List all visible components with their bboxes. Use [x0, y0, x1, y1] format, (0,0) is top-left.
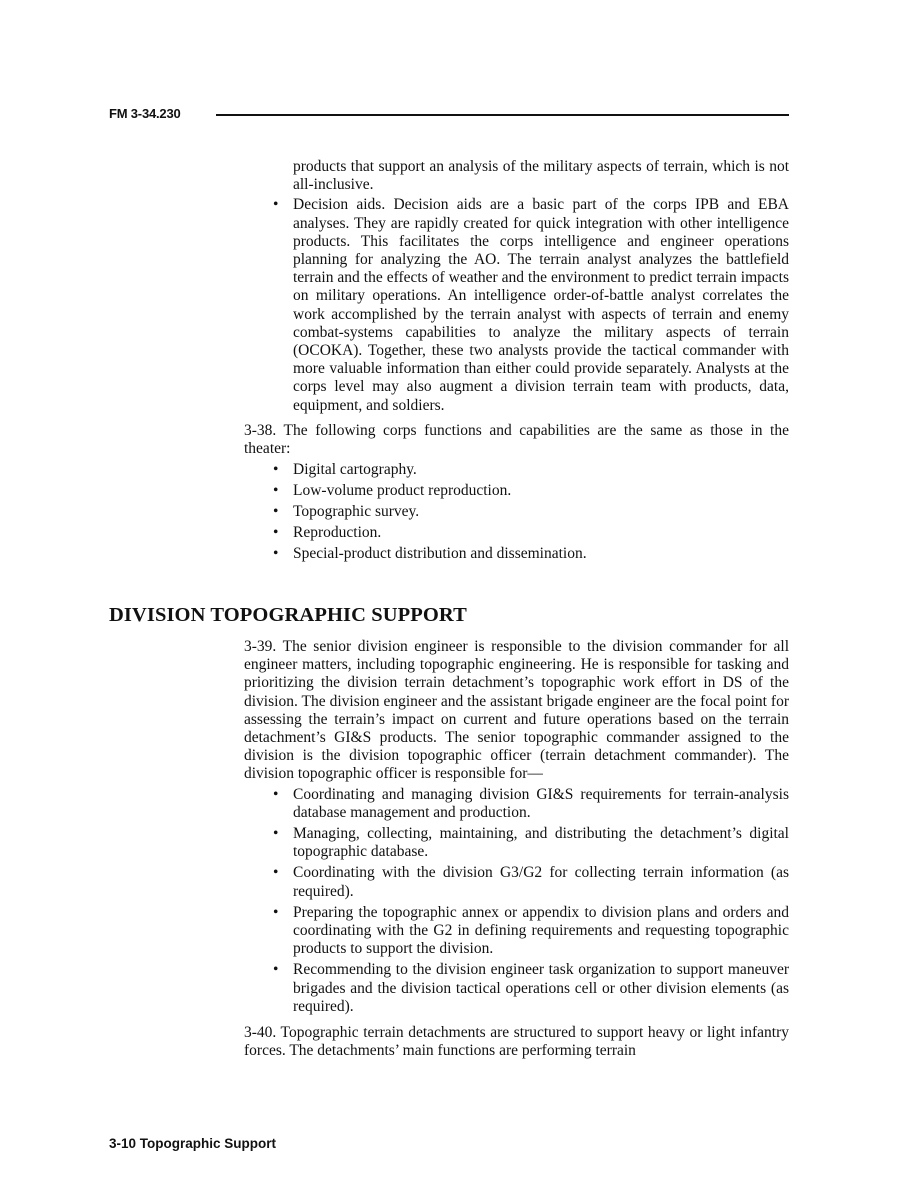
bullet-text: Decision aids. Decision aids are a basic part of the corps IPB and EBA analyses. They are rapidly created for quick integration with other intelligence products. This facilitates the corps intelligence and engineer operations planning for analyzing the AO. The terrain analyst analyzes the battlefield terrain and the effects of weather and the environment to predict terrain impacts on military operations. An intelligence order-of-battle analyst correlates the work accomplished by the terrain analyst with aspects of terrain and enemy combat-systems capabilities to analyze the military aspects of terrain (OCOKA). Together, these two analysts provide the tactical commander with more valuable information than either could provide separately. Analysts at the corps level may also augment a division terrain team with products, data, equipment, and soldiers.: [293, 196, 789, 414]
bullet-icon: •: [273, 196, 279, 214]
list-item: [244, 786, 789, 822]
upper-content: [244, 158, 789, 566]
bullet-icon: •: [273, 785, 279, 803]
list-item-text: Recommending to the division engineer task organization to support maneuver brigades and the division tactical operations cell or other division elements (as required).: [293, 961, 789, 1015]
list-item: [244, 503, 789, 521]
running-header-code: FM 3-34.230: [109, 106, 181, 121]
list-item: [244, 904, 789, 959]
paragraph-3-38: 3-38. The following corps functions and capabilities are the same as those in the theater:: [244, 421, 789, 458]
header-rule: [216, 114, 789, 116]
bullet-icon: •: [273, 903, 279, 921]
list-item-text: Special-product distribution and dissemination.: [293, 545, 587, 563]
paragraph-3-39: 3-39. The senior division engineer is responsible to the division commander for all engineer matters, including topographic engineering. He is responsible for tasking and prioritizing the division terrain detachment’s topographic work effort in DS of the division. The division engineer and the assistant brigade engineer are the focal point for assessing the terrain’s impact on current and future operations based on the terrain detachment’s GI&S products. The senior topographic commander assigned to the division is the division topographic officer (terrain detachment commander). The division topographic officer is responsible for—: [244, 638, 789, 783]
continuation-text: products that support an analysis of the military aspects of terrain, which is not all-inclusive.: [293, 158, 789, 194]
list-item-text: Topographic survey.: [293, 503, 420, 521]
list-item-text: Coordinating with the division G3/G2 for collecting terrain information (as required).: [293, 864, 789, 900]
page-footer: 3-10 Topographic Support: [109, 1136, 277, 1151]
list-item-text: Low-volume product reproduction.: [293, 482, 512, 500]
bullet-icon: •: [273, 524, 279, 542]
list-item: [244, 545, 789, 563]
section-content: [244, 638, 789, 1060]
list-item: [244, 864, 789, 900]
bullet-icon: •: [273, 503, 279, 521]
list-item-text: Preparing the topographic annex or appendix to division plans and orders and coordinating with the G2 in defining requirements and requesting topographic products to support the division.: [293, 903, 789, 958]
bullet-icon: •: [273, 461, 279, 479]
section-heading: DIVISION TOPOGRAPHIC SUPPORT: [109, 604, 467, 626]
bullet-decision-aids: [244, 196, 789, 414]
list-item-text: Managing, collecting, maintaining, and distributing the detachment’s digital topographic database.: [293, 825, 789, 861]
list-item: [244, 461, 789, 479]
bullet-icon: •: [273, 825, 279, 843]
bullet-icon: •: [273, 482, 279, 500]
list-item-text: Reproduction.: [293, 524, 382, 542]
list-3-39: [244, 786, 789, 1016]
bullet-icon: •: [273, 545, 279, 563]
bullet-icon: •: [273, 961, 279, 979]
bullet-icon: •: [273, 864, 279, 882]
paragraph-3-40: 3-40. Topographic terrain detachments are structured to support heavy or light infantry forces. The detachments’ main functions are performing terrain: [244, 1024, 789, 1060]
list-3-38: [244, 461, 789, 563]
list-item: [244, 524, 789, 542]
list-item: [244, 482, 789, 500]
list-item-text: Digital cartography.: [293, 461, 417, 479]
list-item: [244, 961, 789, 1016]
list-item-text: Coordinating and managing division GI&S requirements for terrain-analysis database management and production.: [293, 785, 789, 821]
list-item: [244, 825, 789, 861]
